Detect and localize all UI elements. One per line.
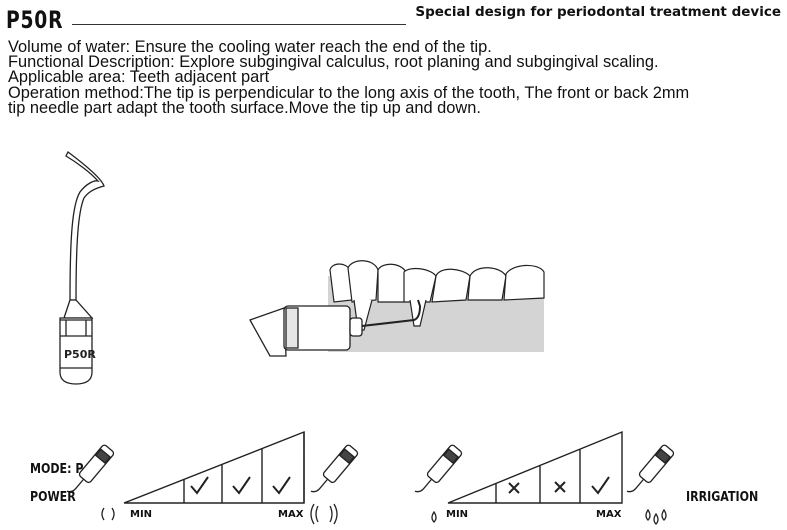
- mode-label: MODE: P: [30, 462, 84, 477]
- handpiece-max-irrigation-icon: [625, 444, 674, 499]
- power-chart: [124, 432, 304, 503]
- description-line-function: Functional Description: Explore subgingival calculus, root planing and subgingival scaling.: [8, 53, 659, 72]
- description-line-area: Applicable area: Teeth adjacent part: [8, 68, 270, 87]
- water-drop-low-icon: [432, 512, 436, 522]
- power-triangle: [124, 432, 304, 503]
- tip-engraving: P50R: [64, 348, 96, 361]
- model-title: P50R: [6, 6, 64, 34]
- vibration-high-icon: [311, 504, 337, 524]
- vibration-low-icon: [102, 508, 104, 520]
- irrigation-max-label: MAX: [596, 509, 622, 520]
- description-line-water: Volume of water: Ensure the cooling water reach the end of the tip.: [8, 38, 492, 56]
- water-drops-high-icon: [646, 510, 666, 524]
- irrigation-triangle: [448, 432, 622, 503]
- power-label: POWER: [30, 490, 76, 505]
- handpiece-min-irrigation-icon: [413, 444, 462, 499]
- header-subtitle: Special design for periodontal treatment device: [415, 4, 781, 20]
- description-line-operation: Operation method:The tip is perpendicular to the long axis of the tooth, The front or back 2mm: [8, 83, 690, 102]
- irrigation-chart: [448, 432, 622, 503]
- irrigation-min-label: MIN: [446, 509, 469, 520]
- power-max-label: MAX: [278, 509, 304, 520]
- power-min-label: MIN: [130, 509, 153, 520]
- description-line-operation-cont: tip needle part adapt the tooth surface.Move the tip up and down.: [8, 98, 481, 117]
- teeth-illustration: [250, 261, 544, 356]
- irrigation-label: IRRIGATION: [686, 490, 759, 505]
- handpiece-max-power-icon: [309, 444, 358, 499]
